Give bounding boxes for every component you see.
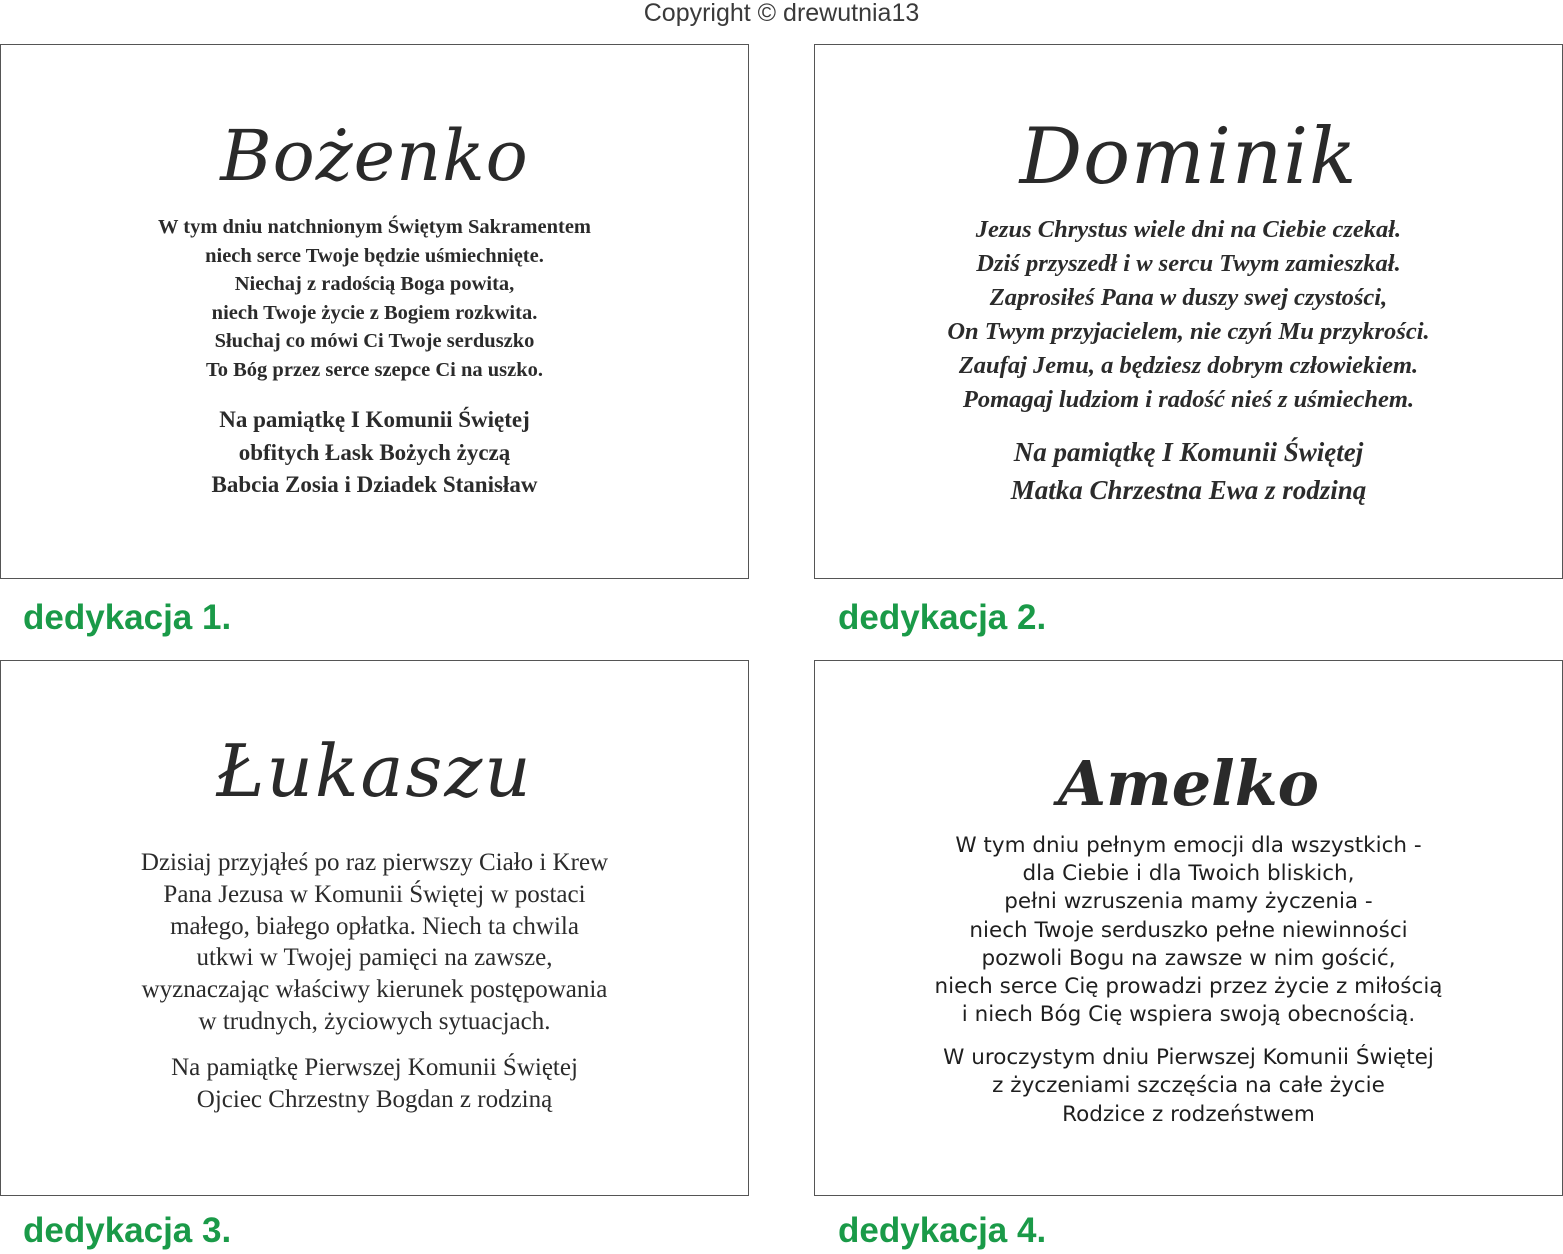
copyright-notice: Copyright © drewutnia13 (643, 0, 920, 27)
dedication-card-3 (0, 660, 749, 1196)
verse-line: On Twym przyjacielem, nie czyń Mu przykrości. (947, 318, 1430, 345)
verse-line: w trudnych, życiowych sytuacjach. (198, 1007, 551, 1035)
verse-line: Jezus Chrystus wiele dni na Ciebie czekał. (975, 216, 1402, 243)
verse-line: małego, białego opłatka. Niech ta chwila (170, 912, 579, 940)
verse-line: Pana Jezusa w Komunii Świętej w postaci (163, 880, 586, 908)
signature-line: Na pamiątkę I Komunii Świętej (219, 407, 530, 432)
dedication-card-1 (0, 44, 749, 579)
verse-line: W tym dniu pełnym emocji dla wszystkich - (955, 833, 1422, 858)
signature-line: Ojciec Chrzestny Bogdan z rodziną (196, 1085, 553, 1113)
verse-line: i niech Bóg Cię wspiera swoją obecnością. (961, 1002, 1416, 1028)
verse-line: niech Twoje życie z Bogiem rozkwita. (211, 301, 538, 324)
card-verse (815, 832, 1562, 1029)
signature-line: W uroczystym dniu Pierwszej Komunii Świętej (943, 1045, 1434, 1070)
card-name: Łukaszu (216, 729, 533, 813)
card-name: Dominik (1019, 112, 1358, 202)
signature-line: Rodzice z rodzeństwem (1062, 1101, 1315, 1127)
dedication-label-3: dedykacja 3. (23, 1211, 232, 1250)
verse-line: niech serce Twoje będzie uśmiechnięte. (205, 244, 544, 267)
verse-line: pozwoli Bogu na zawsze w nim gościć, (981, 945, 1396, 971)
card-name: Amelko (1057, 747, 1320, 820)
signature-line: Na pamiątkę Pierwszej Komunii Świętej (171, 1054, 578, 1081)
dedication-card-2 (814, 44, 1563, 579)
dedication-label-2: dedykacja 2. (838, 598, 1047, 637)
signature-line: Matka Chrzestna Ewa z rodziną (1010, 474, 1367, 505)
verse-line: Zaprosiłeś Pana w duszy swej czystości, (989, 284, 1388, 311)
card-signature (1, 404, 748, 502)
card-signature (1, 1052, 748, 1115)
card-name: Bożenko (220, 115, 529, 197)
verse-line: Niechaj z radością Boga powita, (234, 273, 515, 296)
card-signature (815, 1044, 1562, 1129)
verse-line: Słuchaj co mówi Ci Twoje serduszko (214, 330, 535, 353)
verse-line: Zaufaj Jemu, a będziesz dobrym człowiekiem. (958, 352, 1419, 379)
card-verse (1, 213, 748, 385)
verse-line: To Bóg przez serce szepce Ci na uszko. (205, 358, 544, 381)
card-verse (1, 847, 748, 1038)
verse-line: wyznaczając właściwy kierunek postępowania (141, 976, 608, 1004)
dedication-label-4: dedykacja 4. (838, 1211, 1047, 1250)
signature-line: z życzeniami szczęścia na całe życie (992, 1073, 1385, 1099)
dedication-card-4 (814, 660, 1563, 1196)
verse-line: W tym dniu natchnionym Świętym Sakramentem (158, 216, 591, 238)
signature-line: Babcia Zosia i Dziadek Stanisław (211, 472, 538, 497)
verse-line: Pomagaj ludziom i radość nieś z uśmiechem. (962, 386, 1415, 413)
card-signature (815, 434, 1562, 509)
verse-line: pełni wzruszenia mamy życzenia - (1004, 889, 1373, 915)
verse-line: utkwi w Twojej pamięci na zawsze, (196, 944, 553, 972)
verse-line: dla Ciebie i dla Twoich bliskich, (1022, 861, 1355, 887)
signature-line: Na pamiątkę I Komunii Świętej (1013, 437, 1364, 467)
verse-line: niech serce Cię prowadzi przez życie z miłością (934, 974, 1443, 1000)
signature-line: obfitych Łask Bożych życzą (238, 439, 511, 465)
verse-line: niech Twoje serduszko pełne niewinności (969, 917, 1408, 943)
verse-line: Dzisiaj przyjąłeś po raz pierwszy Ciało i Krew (140, 849, 609, 876)
card-verse (815, 213, 1562, 417)
verse-line: Dziś przyszedł i w sercu Twym zamieszkał. (976, 250, 1401, 277)
dedication-label-1: dedykacja 1. (23, 598, 232, 637)
